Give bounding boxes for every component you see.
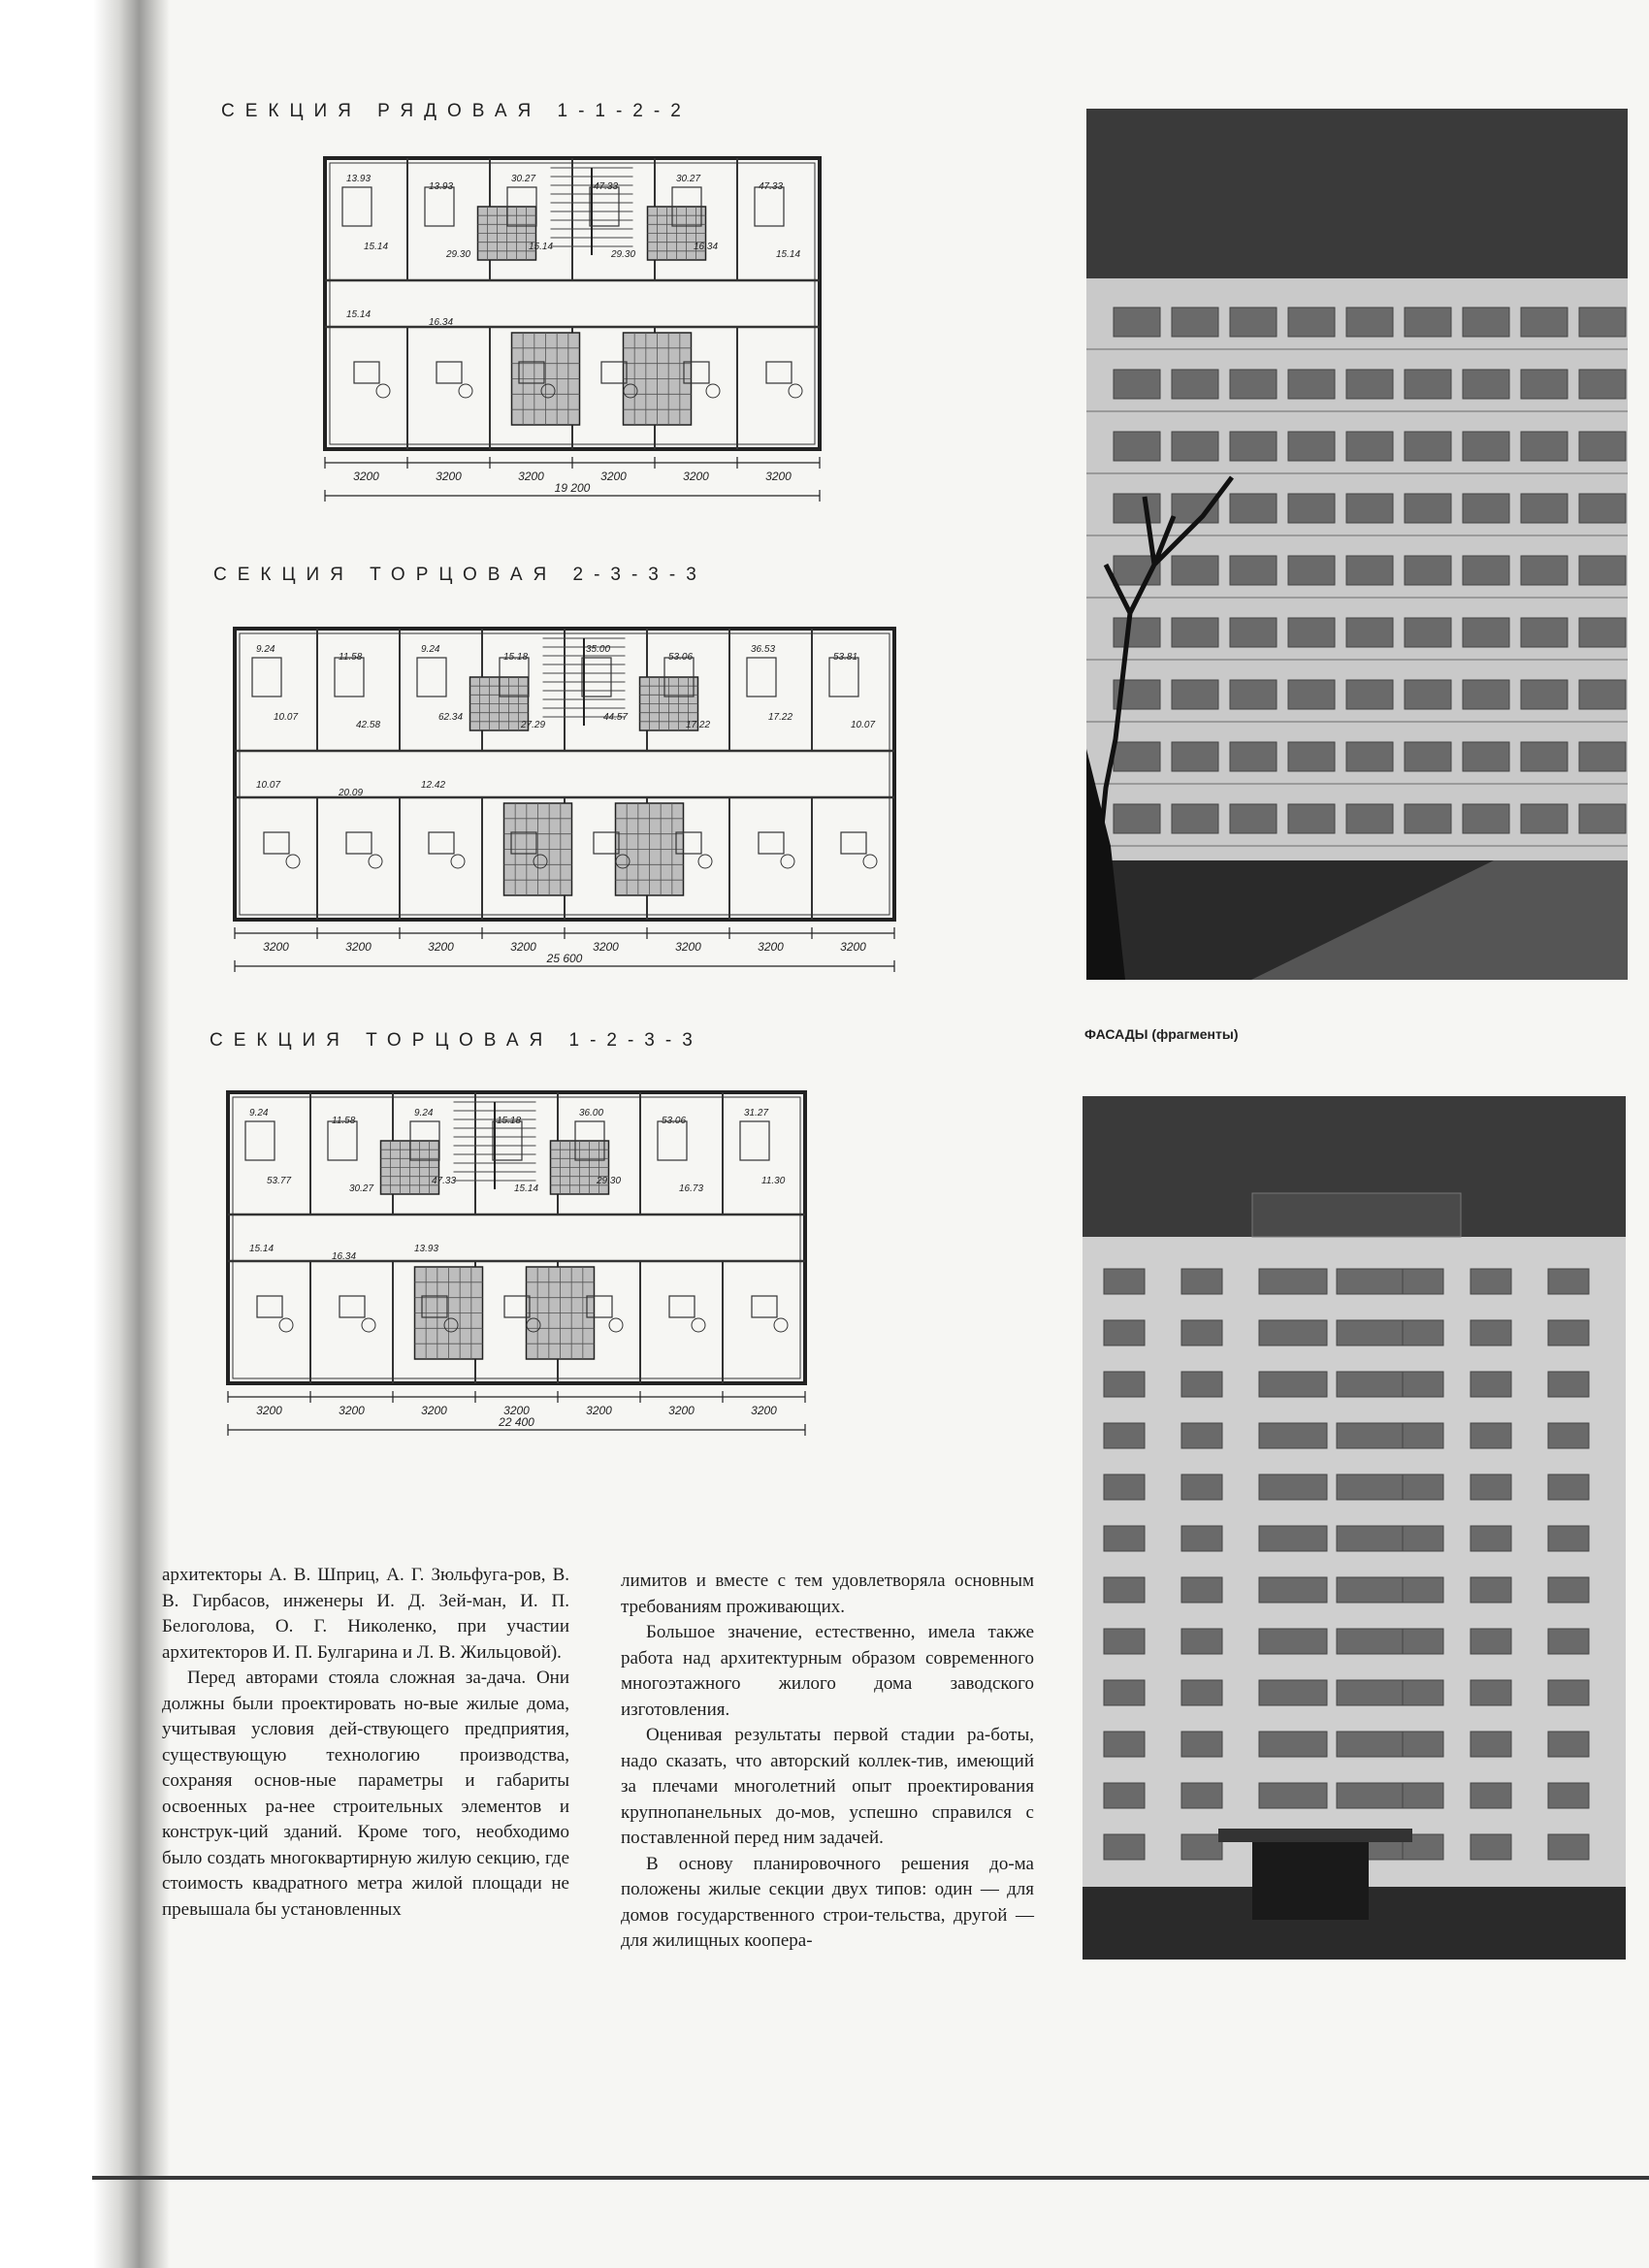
room-area-label: 29.30 <box>611 249 636 260</box>
room-area-label: 20.09 <box>339 788 364 798</box>
room-area-label: 30.27 <box>676 174 701 184</box>
paragraph: В основу планировочного решения до-ма положены жилые секции двух типов: один — для домов государственного строи-тельства, другой — для жилищных коопера- <box>621 1853 1034 1951</box>
room-area-label: 29.30 <box>597 1176 622 1186</box>
section-title-3: СЕКЦИЯ ТОРЦОВАЯ 1-2-3-3 <box>210 1030 703 1051</box>
dimension-label: 3200 <box>675 940 701 954</box>
dimension-label: 3200 <box>353 470 379 483</box>
total-dimension-label: 19 200 <box>554 481 591 495</box>
dimension-label: 3200 <box>339 1404 365 1417</box>
room-area-label: 10.07 <box>256 780 281 791</box>
room-area-label: 15.14 <box>364 242 389 252</box>
room-area-label: 12.42 <box>421 780 446 791</box>
paragraph: архитекторы А. В. Шприц, А. Г. Зюльфуга-ров, В. В. Гирбасов, инженеры И. Д. Зей-ман, И. П. Белоголова, О. Г. Николенко, при участии архитекторов И. П. Булгарина и Л. В. Жильцовой). <box>162 1565 569 1663</box>
room-area-label: 13.93 <box>346 174 372 184</box>
total-dimension-label: 22 400 <box>499 1415 534 1429</box>
room-area-label: 30.27 <box>511 174 536 184</box>
dimension-label: 3200 <box>683 470 709 483</box>
room-area-label: 30.27 <box>349 1183 374 1194</box>
room-area-label: 36.53 <box>751 644 776 655</box>
floor-plan-section-2 <box>215 621 933 980</box>
paragraph: Большое значение, естественно, имела также работа над архитектурным образом современного многоэтажного жилого дома заводского изготовления. <box>621 1622 1034 1720</box>
room-area-label: 9.24 <box>414 1108 434 1118</box>
room-area-label: 53.77 <box>267 1176 292 1186</box>
room-area-label: 53.81 <box>833 652 858 663</box>
room-area-label: 36.00 <box>579 1108 604 1118</box>
text-column-right <box>621 1569 1034 1955</box>
room-area-label: 9.24 <box>256 644 275 655</box>
room-area-label: 16.34 <box>332 1251 357 1262</box>
facade-caption-main: ФАСАДЫ <box>1084 1026 1148 1042</box>
room-area-label: 42.58 <box>356 720 381 730</box>
room-area-label: 10.07 <box>851 720 876 730</box>
room-area-label: 11.58 <box>332 1116 356 1126</box>
room-area-label: 16.34 <box>429 317 454 328</box>
room-area-label: 31.27 <box>744 1108 769 1118</box>
page-spine-shadow <box>0 0 170 2268</box>
dimension-label: 3200 <box>600 470 627 483</box>
room-area-label: 47.33 <box>432 1176 457 1186</box>
room-area-label: 15.18 <box>497 1116 522 1126</box>
floor-plan-section-1 <box>306 150 858 509</box>
facade-photo-1 <box>1086 109 1628 980</box>
room-area-label: 17.22 <box>768 712 793 723</box>
room-area-label: 11.30 <box>761 1176 786 1186</box>
dimension-label: 3200 <box>503 1404 530 1417</box>
room-area-label: 27.29 <box>521 720 546 730</box>
room-area-label: 29.30 <box>446 249 471 260</box>
room-area-label: 15.14 <box>514 1183 539 1194</box>
section-title-1: СЕКЦИЯ РЯДОВАЯ 1-1-2-2 <box>221 101 692 121</box>
room-area-label: 13.93 <box>414 1244 439 1254</box>
room-area-label: 16.73 <box>679 1183 704 1194</box>
room-area-label: 17.22 <box>686 720 711 730</box>
room-area-label: 15.18 <box>503 652 529 663</box>
dimension-label: 3200 <box>668 1404 695 1417</box>
room-area-label: 53.06 <box>662 1116 687 1126</box>
dimension-label: 3200 <box>765 470 792 483</box>
dimension-label: 3200 <box>510 940 536 954</box>
text-column-left <box>162 1563 569 1923</box>
dimension-label: 3200 <box>428 940 454 954</box>
dimension-label: 3200 <box>586 1404 612 1417</box>
total-dimension-label: 25 600 <box>546 952 583 965</box>
dimension-label: 3200 <box>518 470 544 483</box>
floor-plan-section-3 <box>209 1085 844 1443</box>
dimension-label: 3200 <box>751 1404 777 1417</box>
dimension-label: 3200 <box>840 940 866 954</box>
room-area-label: 47.33 <box>759 181 784 192</box>
room-area-label: 16.34 <box>694 242 719 252</box>
dimension-label: 3200 <box>421 1404 447 1417</box>
facade-caption <box>1084 1026 1238 1042</box>
dimension-label: 3200 <box>256 1404 282 1417</box>
room-area-label: 10.07 <box>274 712 299 723</box>
facade-caption-sub: (фрагменты) <box>1151 1026 1239 1042</box>
dimension-label: 3200 <box>345 940 372 954</box>
section-title-2: СЕКЦИЯ ТОРЦОВАЯ 2-3-3-3 <box>213 565 707 585</box>
paragraph: Оценивая результаты первой стадии ра-боты, надо сказать, что авторский коллек-тив, имеющий за плечами многолетний опыт проектирования крупнопанельных до-мов, успешно справился с поставленной перед ним задачей. <box>621 1725 1034 1848</box>
room-area-label: 15.14 <box>346 309 372 320</box>
room-area-label: 15.14 <box>529 242 554 252</box>
dimension-label: 3200 <box>593 940 619 954</box>
facade-photo-2 <box>1083 1096 1626 1960</box>
room-area-label: 9.24 <box>421 644 440 655</box>
room-area-label: 15.14 <box>776 249 801 260</box>
dimension-label: 3200 <box>436 470 462 483</box>
room-area-label: 35.00 <box>586 644 611 655</box>
paragraph: Перед авторами стояла сложная за-дача. Они должны были проектировать но-вые жилые дома, учитывая условия дей-ствующего предприятия, существующую технологию производства, сохраняя основ-ные параметры и габариты освоенных ра-нее строительных элементов и конструк-ций зданий. Кроме того, необходимо было создать многоквартирную жилую секцию, где стоимость квадратного метра жилой площади не превышала бы установленных <box>162 1668 569 1920</box>
room-area-label: 62.34 <box>438 712 464 723</box>
room-area-label: 53.06 <box>668 652 694 663</box>
dimension-label: 3200 <box>758 940 784 954</box>
page-bottom-edge <box>92 2176 1649 2180</box>
room-area-label: 11.58 <box>339 652 363 663</box>
room-area-label: 15.14 <box>249 1244 275 1254</box>
room-area-label: 44.57 <box>603 712 629 723</box>
room-area-label: 47.33 <box>594 181 619 192</box>
room-area-label: 9.24 <box>249 1108 269 1118</box>
dimension-label: 3200 <box>263 940 289 954</box>
room-area-label: 13.93 <box>429 181 454 192</box>
paragraph: лимитов и вместе с тем удовлетворяла основным требованиям проживающих. <box>621 1571 1034 1617</box>
